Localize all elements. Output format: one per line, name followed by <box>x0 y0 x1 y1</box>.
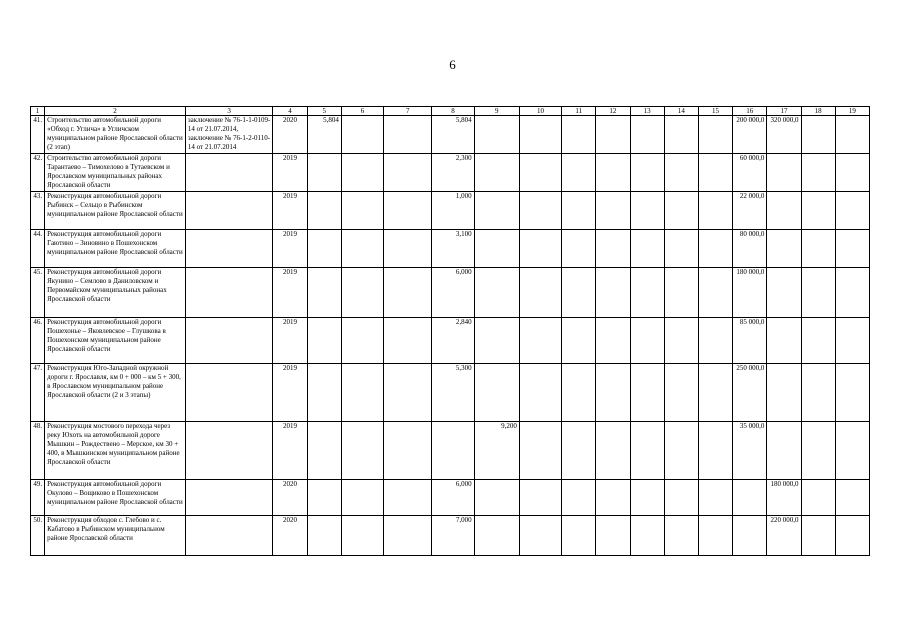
col-15-cell <box>698 318 732 364</box>
col-13-cell <box>630 364 664 422</box>
col-17-cell <box>767 422 801 480</box>
expertise-conclusion-cell <box>185 268 273 318</box>
col-16-cell: 200 000,0 <box>733 116 767 154</box>
expertise-conclusion-cell <box>185 422 273 480</box>
year-cell: 2020 <box>273 480 307 516</box>
col-10-cell <box>519 192 561 230</box>
col-7-cell <box>384 268 432 318</box>
row-number-cell: 45. <box>31 268 45 318</box>
col-17-cell: 180 000,0 <box>767 480 801 516</box>
col-5-cell <box>307 364 341 422</box>
col-17-cell <box>767 192 801 230</box>
col-11-cell <box>562 268 596 318</box>
table-row <box>31 480 870 516</box>
col-13-cell <box>630 318 664 364</box>
year-cell: 2019 <box>273 318 307 364</box>
col-17-cell <box>767 364 801 422</box>
col-17-cell <box>767 230 801 268</box>
col-14-cell <box>664 116 698 154</box>
expertise-conclusion-cell <box>185 192 273 230</box>
col-8-cell: 2,840 <box>432 318 474 364</box>
col-9-cell: 9,200 <box>474 422 519 480</box>
col-15-cell <box>698 480 732 516</box>
col-15-cell <box>698 364 732 422</box>
col-8-cell <box>432 422 474 480</box>
expertise-conclusion-cell: заключение № 76-1-1-0109-14 от 21.07.2014, заключение № 76-1-2-0110-14 от 21.07.2014 <box>185 116 273 154</box>
col-16-cell: 80 000,0 <box>733 230 767 268</box>
col-9-cell <box>474 480 519 516</box>
col-13-cell <box>630 230 664 268</box>
table-row <box>31 116 870 154</box>
col-9-cell <box>474 192 519 230</box>
col-15-cell <box>698 192 732 230</box>
col-13-cell <box>630 422 664 480</box>
col-7-cell <box>384 192 432 230</box>
row-number-cell: 44. <box>31 230 45 268</box>
col-19-cell <box>835 364 869 422</box>
row-number-cell: 48. <box>31 422 45 480</box>
table-row <box>31 516 870 556</box>
col-10-cell <box>519 422 561 480</box>
col-16-cell <box>733 516 767 556</box>
col-11-cell <box>562 364 596 422</box>
table-row <box>31 154 870 192</box>
col-17-cell: 320 000,0 <box>767 116 801 154</box>
col-9-cell <box>474 116 519 154</box>
column-header: 4 <box>273 107 307 116</box>
col-17-cell <box>767 154 801 192</box>
col-18-cell <box>801 480 835 516</box>
col-6-cell <box>341 516 383 556</box>
year-cell: 2019 <box>273 268 307 318</box>
col-19-cell <box>835 318 869 364</box>
col-18-cell <box>801 364 835 422</box>
project-name-cell: Реконструкция обходов с. Глебово и с. Кабатово в Рыбинском муниципальном районе Ярославской области <box>45 516 186 556</box>
col-12-cell <box>596 318 630 364</box>
col-18-cell <box>801 516 835 556</box>
project-name-cell: Строительство автомобильной дороги «Обход г. Углича» в Угличском муниципальном районе Ярославской области (2 этап) <box>45 116 186 154</box>
col-6-cell <box>341 422 383 480</box>
col-8-cell: 6,000 <box>432 268 474 318</box>
col-10-cell <box>519 480 561 516</box>
page-number: 6 <box>449 57 456 72</box>
row-number-cell: 46. <box>31 318 45 364</box>
col-7-cell <box>384 516 432 556</box>
col-17-cell: 220 000,0 <box>767 516 801 556</box>
project-name-cell: Реконструкция мостового перехода через реку Юхоть на автомобильной дороге Мышкин – Рождествено – Мерское, км 30 + 400, в Мышкинском муниципальном районе Ярославской области <box>45 422 186 480</box>
col-19-cell <box>835 268 869 318</box>
expertise-conclusion-cell <box>185 364 273 422</box>
col-18-cell <box>801 422 835 480</box>
col-6-cell <box>341 364 383 422</box>
column-header: 16 <box>733 107 767 116</box>
col-17-cell <box>767 268 801 318</box>
col-14-cell <box>664 154 698 192</box>
col-7-cell <box>384 116 432 154</box>
project-name-cell: Реконструкция автомобильной дороги Окулово – Вощиково в Пошехонском муниципальном районе Ярославской области <box>45 480 186 516</box>
col-12-cell <box>596 516 630 556</box>
col-11-cell <box>562 516 596 556</box>
year-cell: 2020 <box>273 516 307 556</box>
col-6-cell <box>341 268 383 318</box>
table-row <box>31 268 870 318</box>
col-10-cell <box>519 516 561 556</box>
col-14-cell <box>664 480 698 516</box>
col-15-cell <box>698 268 732 318</box>
project-name-cell: Реконструкция автомобильной дороги Якунино – Семлово в Даниловском и Первомайском муниципальных районах Ярославской области <box>45 268 186 318</box>
col-11-cell <box>562 480 596 516</box>
road-projects-table <box>30 106 870 556</box>
col-14-cell <box>664 268 698 318</box>
column-header: 9 <box>474 107 519 116</box>
table-row <box>31 230 870 268</box>
column-header: 10 <box>519 107 561 116</box>
col-14-cell <box>664 230 698 268</box>
col-18-cell <box>801 230 835 268</box>
col-5-cell <box>307 230 341 268</box>
col-8-cell: 5,804 <box>432 116 474 154</box>
col-19-cell <box>835 516 869 556</box>
col-10-cell <box>519 364 561 422</box>
col-12-cell <box>596 230 630 268</box>
col-14-cell <box>664 192 698 230</box>
col-15-cell <box>698 516 732 556</box>
col-9-cell <box>474 364 519 422</box>
column-header: 14 <box>664 107 698 116</box>
project-name-cell: Реконструкция Юго-Западной окружной дороги г. Ярославля, км 0 + 000 – км 5 + 300, в Ярославском муниципальном районе Ярославской области (2 и 3 этапы) <box>45 364 186 422</box>
col-13-cell <box>630 192 664 230</box>
expertise-conclusion-cell <box>185 480 273 516</box>
col-9-cell <box>474 230 519 268</box>
col-18-cell <box>801 192 835 230</box>
col-6-cell <box>341 230 383 268</box>
row-number-cell: 49. <box>31 480 45 516</box>
col-16-cell <box>733 480 767 516</box>
expertise-conclusion-cell <box>185 318 273 364</box>
col-14-cell <box>664 364 698 422</box>
column-header: 13 <box>630 107 664 116</box>
year-cell: 2020 <box>273 116 307 154</box>
col-9-cell <box>474 318 519 364</box>
column-header: 7 <box>384 107 432 116</box>
project-name-cell: Реконструкция автомобильной дороги Пошехонье – Яковлевское – Глушкова в Пошехонском муниципальном районе Ярославской области <box>45 318 186 364</box>
column-header: 8 <box>432 107 474 116</box>
column-header: 17 <box>767 107 801 116</box>
col-16-cell: 35 000,0 <box>733 422 767 480</box>
col-14-cell <box>664 422 698 480</box>
row-number-cell: 42. <box>31 154 45 192</box>
col-7-cell <box>384 422 432 480</box>
column-header: 1 <box>31 107 45 116</box>
col-18-cell <box>801 318 835 364</box>
col-19-cell <box>835 192 869 230</box>
col-19-cell <box>835 154 869 192</box>
col-7-cell <box>384 480 432 516</box>
col-12-cell <box>596 364 630 422</box>
project-name-cell: Реконструкция автомобильной дороги Рыбинск – Сельцо в Рыбинском муниципальном районе Ярославской области <box>45 192 186 230</box>
col-5-cell <box>307 422 341 480</box>
year-cell: 2019 <box>273 192 307 230</box>
col-14-cell <box>664 516 698 556</box>
col-6-cell <box>341 480 383 516</box>
col-15-cell <box>698 422 732 480</box>
col-5-cell <box>307 480 341 516</box>
column-header: 12 <box>596 107 630 116</box>
col-13-cell <box>630 480 664 516</box>
expertise-conclusion-cell <box>185 516 273 556</box>
col-12-cell <box>596 268 630 318</box>
row-number-cell: 41. <box>31 116 45 154</box>
col-5-cell <box>307 192 341 230</box>
col-10-cell <box>519 154 561 192</box>
col-12-cell <box>596 480 630 516</box>
column-header: 11 <box>562 107 596 116</box>
col-13-cell <box>630 516 664 556</box>
col-6-cell <box>341 116 383 154</box>
col-11-cell <box>562 154 596 192</box>
year-cell: 2019 <box>273 364 307 422</box>
col-12-cell <box>596 192 630 230</box>
col-16-cell: 22 000,0 <box>733 192 767 230</box>
col-15-cell <box>698 230 732 268</box>
col-13-cell <box>630 154 664 192</box>
col-14-cell <box>664 318 698 364</box>
col-12-cell <box>596 154 630 192</box>
col-11-cell <box>562 422 596 480</box>
table-row <box>31 422 870 480</box>
row-number-cell: 47. <box>31 364 45 422</box>
col-18-cell <box>801 116 835 154</box>
col-19-cell <box>835 480 869 516</box>
col-10-cell <box>519 268 561 318</box>
col-8-cell: 2,300 <box>432 154 474 192</box>
col-11-cell <box>562 116 596 154</box>
col-13-cell <box>630 268 664 318</box>
col-11-cell <box>562 318 596 364</box>
col-16-cell: 180 000,0 <box>733 268 767 318</box>
col-15-cell <box>698 154 732 192</box>
column-header: 18 <box>801 107 835 116</box>
row-number-cell: 50. <box>31 516 45 556</box>
col-18-cell <box>801 268 835 318</box>
table-row <box>31 192 870 230</box>
table-row <box>31 364 870 422</box>
year-cell: 2019 <box>273 422 307 480</box>
col-12-cell <box>596 116 630 154</box>
col-11-cell <box>562 192 596 230</box>
col-10-cell <box>519 318 561 364</box>
col-19-cell <box>835 230 869 268</box>
col-16-cell: 85 000,0 <box>733 318 767 364</box>
col-8-cell: 7,000 <box>432 516 474 556</box>
col-5-cell <box>307 516 341 556</box>
col-9-cell <box>474 154 519 192</box>
column-header: 2 <box>45 107 186 116</box>
col-5-cell <box>307 318 341 364</box>
year-cell: 2019 <box>273 154 307 192</box>
col-8-cell: 5,300 <box>432 364 474 422</box>
col-7-cell <box>384 318 432 364</box>
expertise-conclusion-cell <box>185 230 273 268</box>
col-9-cell <box>474 516 519 556</box>
col-8-cell: 6,000 <box>432 480 474 516</box>
column-header: 3 <box>185 107 273 116</box>
col-19-cell <box>835 116 869 154</box>
year-cell: 2019 <box>273 230 307 268</box>
col-16-cell: 60 000,0 <box>733 154 767 192</box>
column-header: 5 <box>307 107 341 116</box>
col-17-cell <box>767 318 801 364</box>
col-16-cell: 250 000,0 <box>733 364 767 422</box>
table-row <box>31 318 870 364</box>
col-11-cell <box>562 230 596 268</box>
column-header: 19 <box>835 107 869 116</box>
col-6-cell <box>341 192 383 230</box>
col-8-cell: 3,100 <box>432 230 474 268</box>
col-5-cell <box>307 154 341 192</box>
col-6-cell <box>341 318 383 364</box>
col-7-cell <box>384 230 432 268</box>
col-7-cell <box>384 364 432 422</box>
project-name-cell: Строительство автомобильной дороги Тарантаево – Тимохелово в Тутаевском и Ярославском муниципальных районах Ярославской области <box>45 154 186 192</box>
col-10-cell <box>519 116 561 154</box>
col-19-cell <box>835 422 869 480</box>
col-15-cell <box>698 116 732 154</box>
column-header: 15 <box>698 107 732 116</box>
col-10-cell <box>519 230 561 268</box>
col-12-cell <box>596 422 630 480</box>
row-number-cell: 43. <box>31 192 45 230</box>
col-8-cell: 1,000 <box>432 192 474 230</box>
col-9-cell <box>474 268 519 318</box>
col-18-cell <box>801 154 835 192</box>
project-name-cell: Реконструкция автомобильной дороги Гаютино – Зиновино в Пошехонском муниципальном районе Ярославской области <box>45 230 186 268</box>
col-5-cell: 5,804 <box>307 116 341 154</box>
column-number-row <box>31 107 870 116</box>
col-13-cell <box>630 116 664 154</box>
column-header: 6 <box>341 107 383 116</box>
col-5-cell <box>307 268 341 318</box>
col-7-cell <box>384 154 432 192</box>
col-6-cell <box>341 154 383 192</box>
expertise-conclusion-cell <box>185 154 273 192</box>
